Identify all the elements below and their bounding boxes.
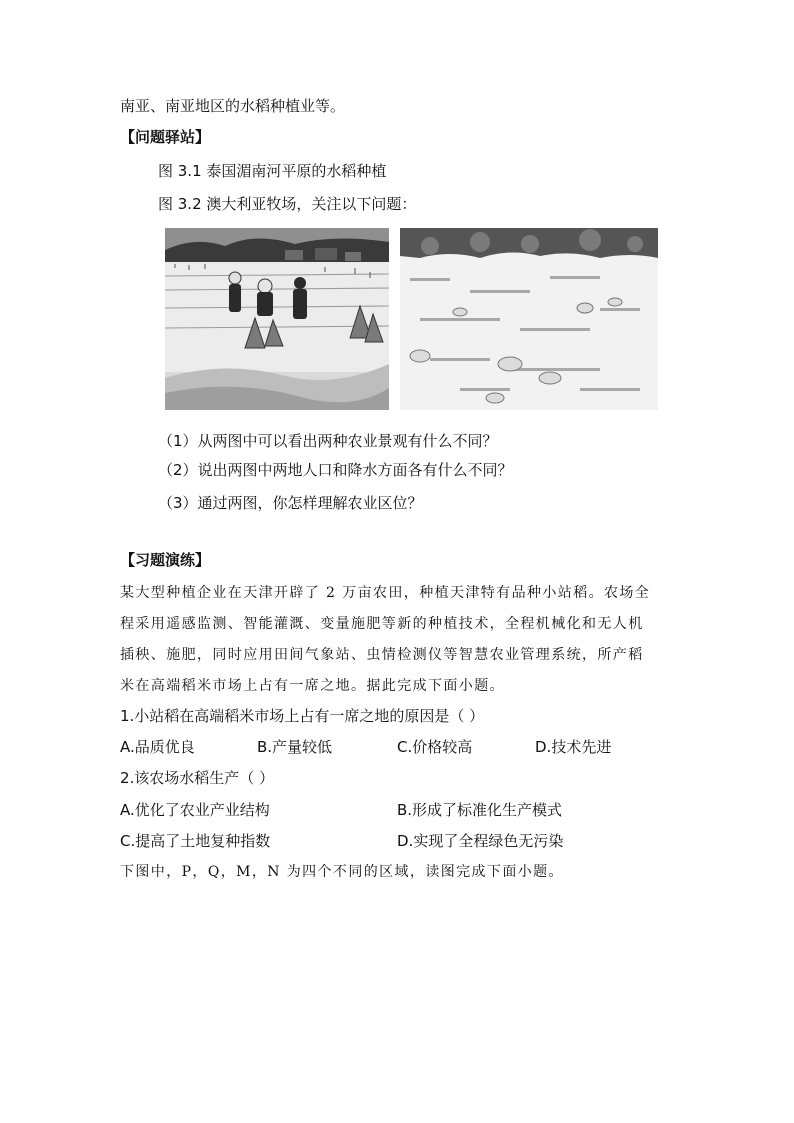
- passage-line: 某大型种植企业在天津开辟了 2 万亩农田，种植天津特有品种小站稻。农场全: [120, 585, 651, 601]
- mcq-1-option-c: C.价格较高: [397, 738, 473, 756]
- mcq-2-option-a: A.优化了农业产业结构: [120, 801, 270, 819]
- question-2: （2）说出两图中两地人口和降水方面各有什么不同？: [158, 461, 513, 479]
- question-1: （1）从两图中可以看出两种农业景观有什么不同？: [158, 432, 498, 450]
- question-3: （3）通过两图，你怎样理解农业区位？: [158, 494, 423, 512]
- mcq-2-option-d: D.实现了全程绿色无污染: [397, 832, 564, 850]
- rice-planting-photo: [165, 228, 389, 410]
- passage-line: 米在高端稻米市场上占有一席之地。据此完成下面小题。: [120, 678, 505, 694]
- passage-line: 插秧、施肥，同时应用田间气象站、虫情检测仪等智慧农业管理系统，所产稻: [120, 647, 644, 663]
- mcq-2-option-c: C.提高了土地复种指数: [120, 832, 271, 850]
- intro-text: 南亚、南亚地区的水稻种植业等。: [120, 97, 346, 115]
- mcq-2-stem: 2.该农场水稻生产（ ）: [120, 769, 275, 787]
- closing-text: 下图中，P，Q，M，N 为四个不同的区域，读图完成下面小题。: [120, 864, 564, 880]
- australian-pasture-photo: [400, 228, 658, 410]
- mcq-1-option-a: A.品质优良: [120, 738, 195, 756]
- section-heading-problem-station: 【问题驿站】: [120, 128, 211, 146]
- passage-line: 程采用遥感监测、智能灌溉、变量施肥等新的种植技术，全程机械化和无人机: [120, 616, 644, 632]
- mcq-1-stem: 1.小站稻在高端稻米市场上占有一席之地的原因是（ ）: [120, 707, 485, 725]
- figure-caption-3-1: 图 3.1 泰国湄南河平原的水稻种植: [158, 162, 387, 180]
- mcq-2-option-b: B.形成了标准化生产模式: [397, 801, 563, 819]
- section-heading-exercise: 【习题演练】: [120, 551, 211, 569]
- figure-caption-3-2: 图 3.2 澳大利亚牧场，关注以下问题：: [158, 195, 417, 213]
- mcq-1-option-d: D.技术先进: [535, 738, 612, 756]
- mcq-1-option-b: B.产量较低: [257, 738, 333, 756]
